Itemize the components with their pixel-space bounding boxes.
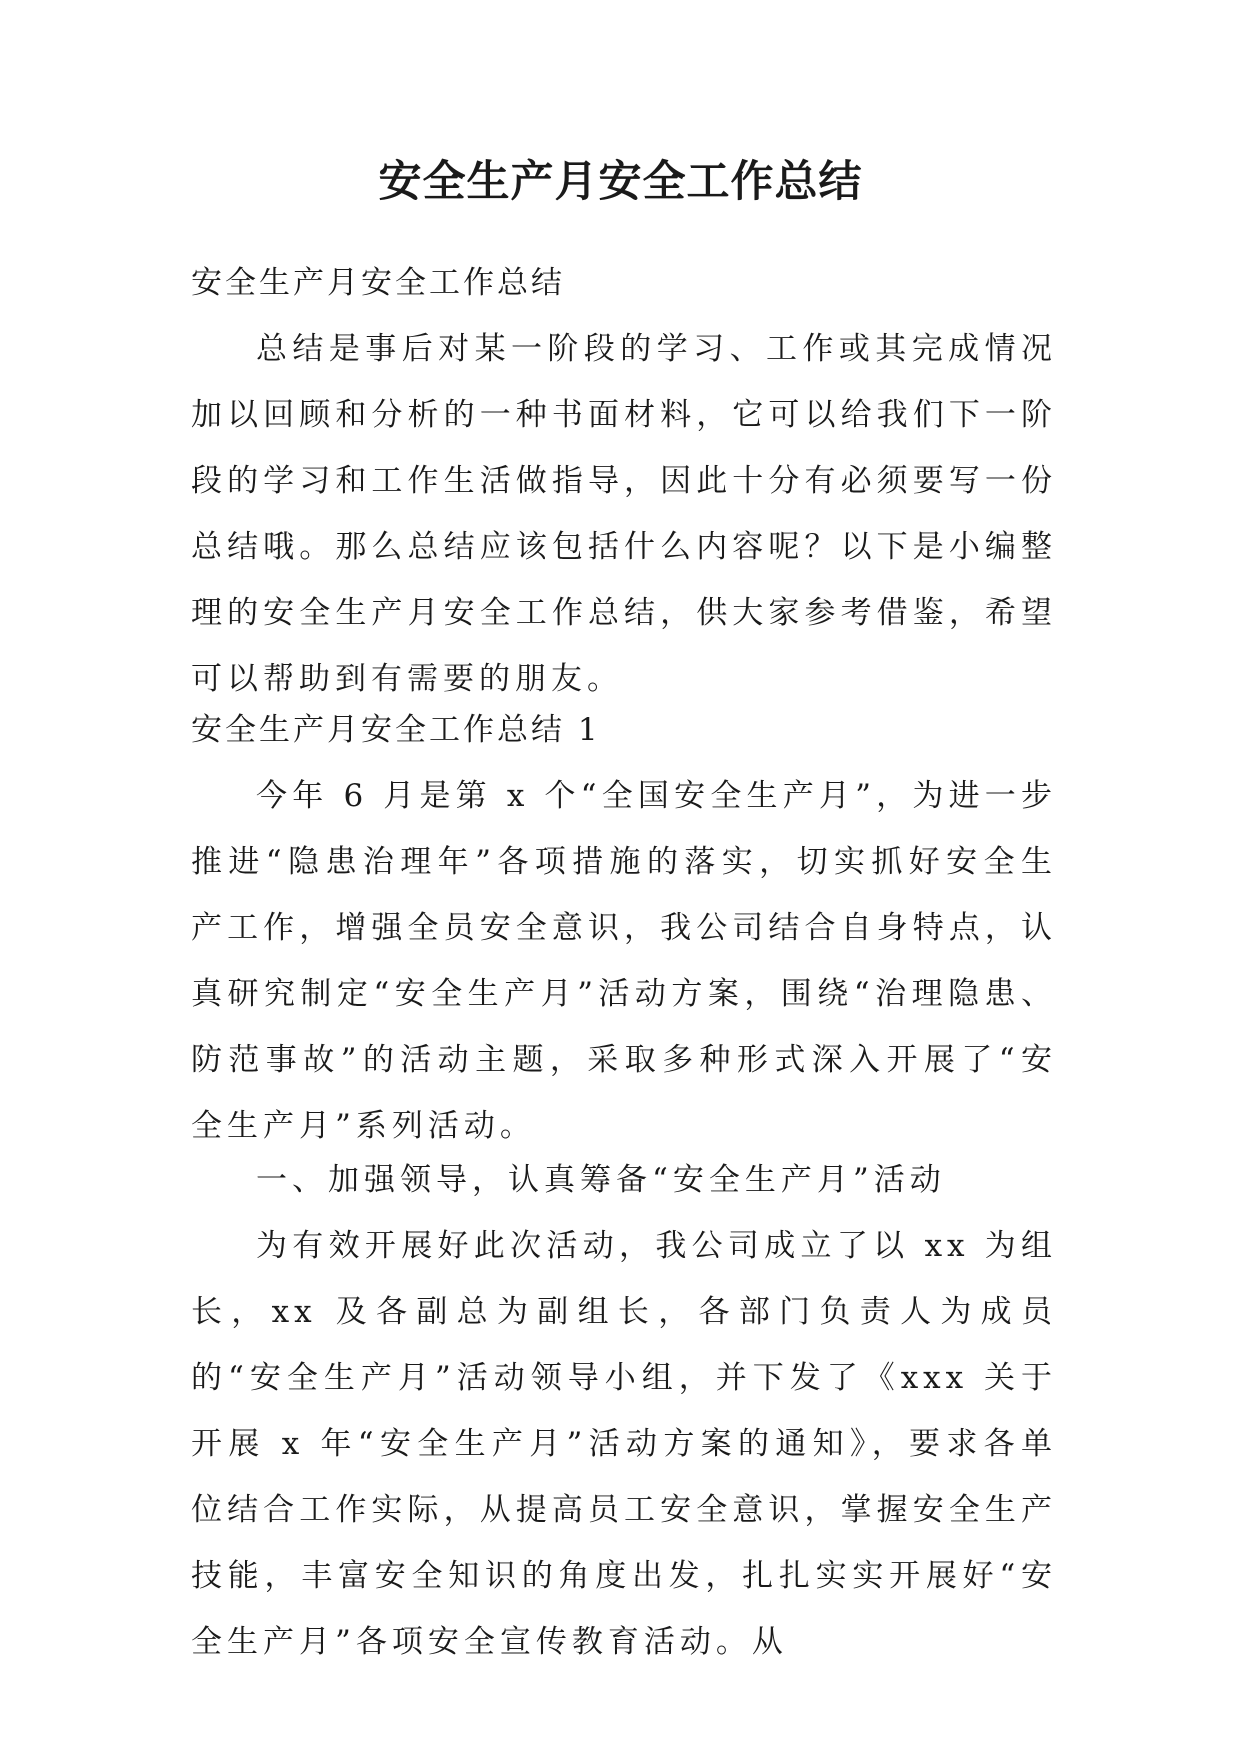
section-paragraph: 为有效开展好此次活动，我公司成立了以 xx 为组长，xx 及各副总为副组长，各部门负责人为成员的“安全生产月”活动领导小组，并下发了《xxx 关于开展 x 年“安全生产月”活动方案的通知》，要求各单位结合工作实际，从提高员工安全意识，掌握安全生产技能，丰富安全知识的角度出发，扎扎实实开展好“安全生产月”各项安全宣传教育活动。从 — [191, 1228, 1057, 1660]
section-subheading: 一、加强领导，认真筹备“安全生产月”活动 — [256, 1162, 946, 1198]
document-subtitle: 安全生产月安全工作总结 — [191, 265, 565, 301]
intro-paragraph: 总结是事后对某一阶段的学习、工作或其完成情况加以回顾和分析的一种书面材料，它可以给我们下一阶段的学习和工作生活做指导，因此十分有必须要写一份总结哦。那么总结应该包括什么内容呢？以下是小编整理的安全生产月安全工作总结，供大家参考借鉴，希望可以帮助到有需要的朋友。 — [191, 331, 1057, 697]
document-title: 安全生产月安全工作总结 — [378, 157, 863, 207]
section-heading: 安全生产月安全工作总结 1 — [191, 712, 601, 748]
section-paragraph: 今年 6 月是第 x 个“全国安全生产月”，为进一步推进“隐患治理年”各项措施的落实，切实抓好安全生产工作，增强全员安全意识，我公司结合自身特点，认真研究制定“安全生产月”活动方案，围绕“治理隐患、防范事故”的活动主题，采取多种形式深入开展了“安全生产月”系列活动。 — [191, 778, 1057, 1144]
